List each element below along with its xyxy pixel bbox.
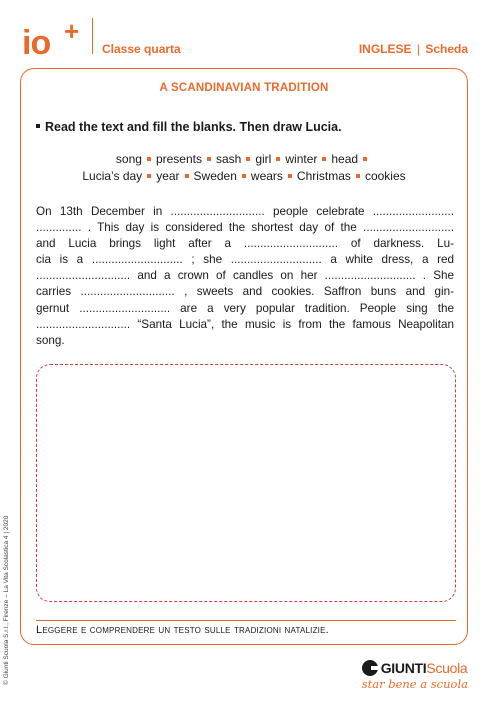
subject-separator: | xyxy=(416,42,420,56)
word-bank-item: winter xyxy=(285,152,318,166)
grade-label: Classe quarta xyxy=(102,42,181,56)
word-bank-item: girl xyxy=(255,152,272,166)
io-logo xyxy=(22,16,82,64)
cloze-line: ............................. and a crown of candles on her ............................ . She xyxy=(36,269,454,283)
square-bullet-icon xyxy=(363,157,367,161)
subject-name: INGLESE xyxy=(358,42,412,56)
learning-objective: Leggere e comprendere un testo sulle tradizioni natalizie. xyxy=(36,624,329,636)
publisher-name-part1: GIUNTI xyxy=(380,660,427,676)
square-bullet-icon xyxy=(185,174,189,178)
square-bullet-icon xyxy=(322,157,326,161)
copyright-notice: © Giunti Scuola S.r.l., Firenze – La Vita Scolastica 4 | 2020 xyxy=(3,515,10,685)
sheet-type: Scheda xyxy=(425,42,468,56)
logo-text: io xyxy=(22,24,51,62)
cloze-line: carries ............................. , sweets and cookies. Saffron buns and gin- xyxy=(36,285,454,299)
drawing-area[interactable] xyxy=(36,364,456,602)
cloze-line: On 13th December in ............................. people celebrate ......................... xyxy=(36,205,454,218)
square-bullet-icon xyxy=(147,157,151,161)
word-bank-item: Christmas xyxy=(296,169,351,183)
word-bank-item: year xyxy=(156,169,180,183)
subject-label xyxy=(359,42,468,56)
square-bullet-icon xyxy=(147,174,151,178)
header-divider xyxy=(92,18,93,54)
word-bank-item: Lucia’s day xyxy=(82,169,143,183)
giunti-g-icon xyxy=(362,660,378,676)
word-bank-item: song xyxy=(115,152,142,166)
cloze-line: cia is a ............................ ; she ............................ a white dress, a red xyxy=(36,253,454,267)
footer-divider xyxy=(36,620,456,621)
square-bullet-icon xyxy=(246,157,250,161)
instruction xyxy=(36,120,342,134)
publisher-name-part2: Scuola xyxy=(426,660,468,676)
instruction-text: Read the text and fill the blanks. Then draw Lucia. xyxy=(45,120,342,134)
square-bullet-icon xyxy=(276,157,280,161)
word-bank-item: sash xyxy=(215,152,242,166)
cloze-line: song. xyxy=(36,333,65,347)
square-bullet-icon xyxy=(356,174,360,178)
worksheet-title: A SCANDINAVIAN TRADITION xyxy=(159,82,329,94)
square-bullet-icon xyxy=(207,157,211,161)
square-bullet-icon xyxy=(242,174,246,178)
publisher-logo xyxy=(362,660,468,691)
cloze-line: .............. . This day is considered the shortest day of the ............................ xyxy=(36,221,454,235)
cloze-line: ............................. “Santa Lucia”, the music is from the famous Neapolitan xyxy=(36,317,454,331)
word-bank-item: presents xyxy=(155,152,202,166)
cloze-line: and Lucia brings light after a ............................. of darkness. Lu- xyxy=(36,237,454,251)
cloze-line: gernut ............................ are a very popular tradition. People sing the xyxy=(36,301,454,315)
publisher-name xyxy=(381,660,468,676)
word-bank-item: Sweden xyxy=(193,169,237,183)
square-bullet-icon xyxy=(288,174,292,178)
word-bank-line-1 xyxy=(20,151,468,168)
logo-plus-icon: + xyxy=(64,16,80,46)
publisher-tagline: star bene a scuola xyxy=(361,677,468,691)
bullet-icon xyxy=(36,124,40,128)
word-bank-item: cookies xyxy=(364,169,406,183)
word-bank-item: head xyxy=(331,152,359,166)
word-bank-item: wears xyxy=(250,169,283,183)
giunti-logo xyxy=(362,660,468,676)
cloze-paragraph xyxy=(36,204,454,349)
word-bank-line-2 xyxy=(20,168,468,185)
